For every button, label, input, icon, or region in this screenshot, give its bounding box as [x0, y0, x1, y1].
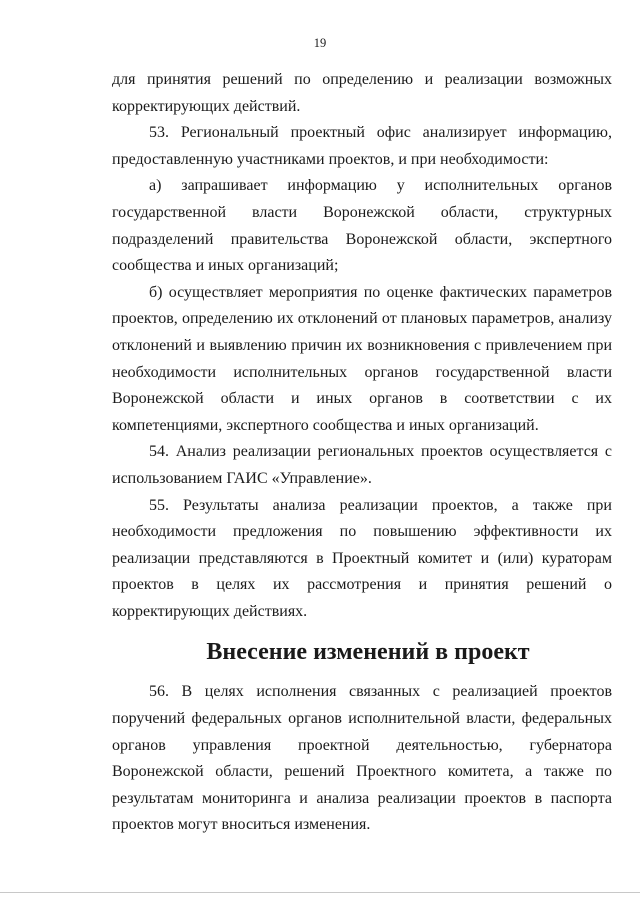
paragraph-53: 53. Региональный проектный офис анализирует информацию, предоставленную участниками проектов, и при необходимости:	[112, 124, 612, 168]
paragraph-54: 54. Анализ реализации региональных проектов осуществляется с использованием ГАИС «Управление».	[112, 443, 612, 487]
paragraph-53-item-b: б) осуществляет мероприятия по оценке фактических параметров проектов, определению их отклонений от плановых параметров, анализу отклонений и выявлению причин их возникновения с привлечением при необходимости исполнительных органов государственной власти Воронежской области и иных органов в соответствии с их компетенциями, экспертного сообщества и иных организаций.	[112, 283, 612, 434]
paragraph-continuation: для принятия решений по определению и реализации возможных корректирующих действий.	[112, 71, 612, 115]
paragraph-55: 55. Результаты анализа реализации проектов, а также при необходимости предложения по повышению эффективности их реализации представляются в Проектный комитет и (или) кураторам проектов в целях их рассмотрения и принятия решений о корректирующих действиях.	[112, 496, 612, 620]
paragraph-53-item-a: а) запрашивает информацию у исполнительных органов государственной власти Воронежской области, структурных подразделений правительства Воронежской области, экспертного сообщества и иных организаций;	[112, 177, 612, 275]
document-body	[112, 67, 612, 839]
page-number: 19	[313, 36, 327, 50]
page-bottom-divider	[0, 892, 640, 893]
section-heading: Внесение изменений в проект	[206, 639, 530, 666]
paragraph-56: 56. В целях исполнения связанных с реализацией проектов поручений федеральных органов исполнительной власти, федеральных органов управления проектной деятельностью, губернатора Воронежской области, решений Проектного комитета, а также по результатам мониторинга и анализа реализации проектов в паспорта проектов могут вноситься изменения.	[112, 683, 612, 834]
